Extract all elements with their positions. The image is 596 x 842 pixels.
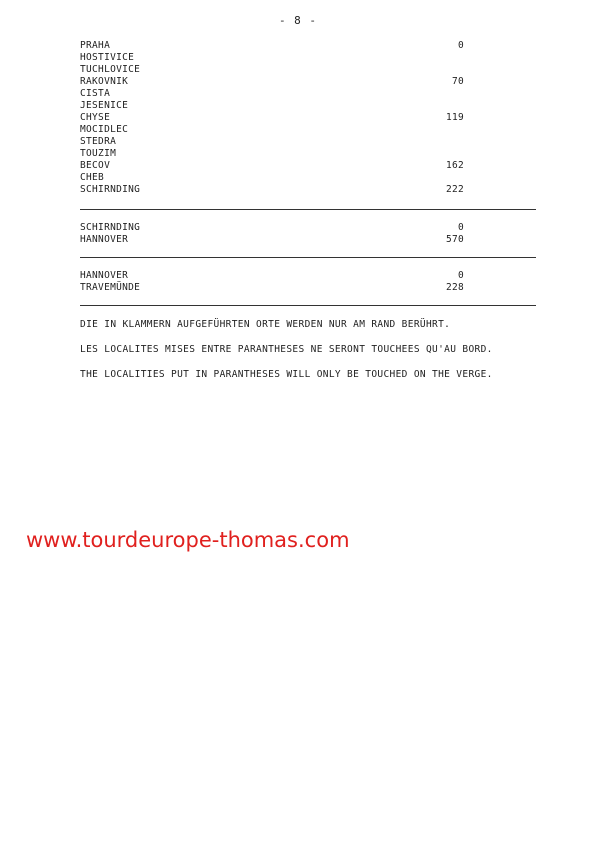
place-name: MOCIDLEC bbox=[80, 124, 129, 135]
place-name: HANNOVER bbox=[80, 270, 129, 281]
place-name: SCHIRNDING bbox=[80, 184, 141, 195]
route-row bbox=[80, 100, 464, 112]
route-section-schirnding-hannover bbox=[80, 222, 464, 246]
place-name: JESENICE bbox=[80, 100, 129, 111]
route-row bbox=[80, 40, 464, 52]
route-row bbox=[80, 184, 464, 196]
route-row bbox=[80, 234, 464, 246]
route-row bbox=[80, 88, 464, 100]
place-name: TRAVEMÜNDE bbox=[80, 282, 141, 293]
place-name: RAKOVNIK bbox=[80, 76, 129, 87]
place-name: CHYSE bbox=[80, 112, 111, 123]
place-name: HOSTIVICE bbox=[80, 52, 135, 63]
page-number: - 8 - bbox=[278, 14, 318, 27]
route-row bbox=[80, 124, 464, 136]
watermark-url: www.tourdeurope-thomas.com bbox=[26, 528, 350, 552]
distance-km: 222 bbox=[445, 184, 464, 195]
distance-km: 228 bbox=[445, 282, 464, 293]
place-name: BECOV bbox=[80, 160, 111, 171]
route-section-praha-schirnding bbox=[80, 40, 464, 196]
place-name: STEDRA bbox=[80, 136, 117, 147]
section-divider bbox=[80, 305, 536, 306]
route-row bbox=[80, 76, 464, 88]
distance-km: 570 bbox=[445, 234, 464, 245]
route-section-hannover-travemuende bbox=[80, 270, 464, 294]
place-name: HANNOVER bbox=[80, 234, 129, 245]
route-row bbox=[80, 282, 464, 294]
place-name: SCHIRNDING bbox=[80, 222, 141, 233]
distance-km: 119 bbox=[445, 112, 464, 123]
route-row bbox=[80, 270, 464, 282]
section-divider bbox=[80, 257, 536, 258]
route-row bbox=[80, 172, 464, 184]
place-name: TOUZIM bbox=[80, 148, 117, 159]
distance-km: 0 bbox=[457, 270, 464, 281]
route-row bbox=[80, 52, 464, 64]
route-row bbox=[80, 136, 464, 148]
route-row bbox=[80, 222, 464, 234]
place-name: CHEB bbox=[80, 172, 105, 183]
route-row bbox=[80, 112, 464, 124]
place-name: CISTA bbox=[80, 88, 111, 99]
distance-km: 0 bbox=[457, 40, 464, 51]
distance-km: 162 bbox=[445, 160, 464, 171]
place-name: PRAHA bbox=[80, 40, 111, 51]
distance-km: 70 bbox=[451, 76, 464, 87]
place-name: TUCHLOVICE bbox=[80, 64, 141, 75]
route-row bbox=[80, 64, 464, 76]
route-row bbox=[80, 160, 464, 172]
section-divider bbox=[80, 209, 536, 210]
note-french: LES LOCALITES MISES ENTRE PARANTHESES NE SERONT TOUCHEES QU'AU BORD. bbox=[80, 344, 493, 355]
note-english: THE LOCALITIES PUT IN PARANTHESES WILL ONLY BE TOUCHED ON THE VERGE. bbox=[80, 369, 493, 380]
note-german: DIE IN KLAMMERN AUFGEFÜHRTEN ORTE WERDEN NUR AM RAND BERÜHRT. bbox=[80, 319, 451, 330]
distance-km: 0 bbox=[457, 222, 464, 233]
route-row bbox=[80, 148, 464, 160]
